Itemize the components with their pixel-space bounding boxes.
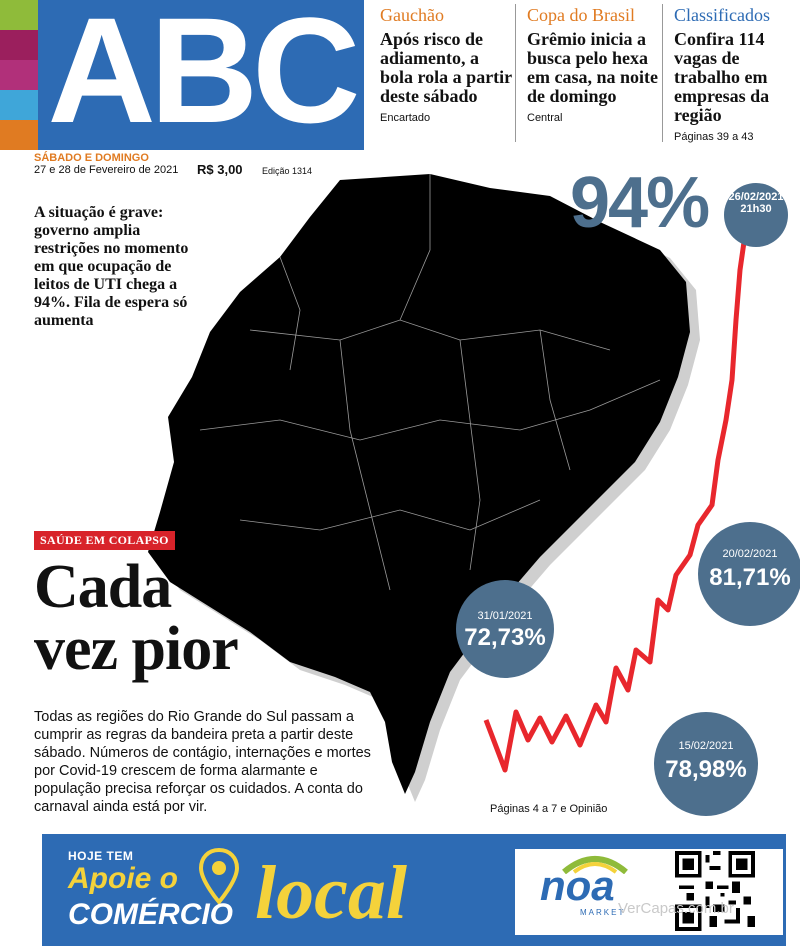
story-kicker: SAÚDE EM COLAPSO bbox=[34, 531, 175, 550]
newspaper-logo[interactable]: ABC bbox=[47, 0, 355, 154]
bubble-time: 21h30 bbox=[740, 203, 772, 215]
divider bbox=[662, 4, 663, 142]
bubble-value: 81,71% bbox=[709, 564, 791, 591]
bubble-0131 bbox=[456, 580, 554, 678]
big-stat: 94% bbox=[570, 163, 709, 243]
ad-line-2: COMÉRCIO bbox=[68, 898, 233, 931]
bubble-value: 78,98% bbox=[665, 756, 747, 783]
teaser-headline: Confira 114 vagas de trabalho em empresas da região bbox=[674, 29, 770, 125]
bubble-0220 bbox=[698, 522, 800, 626]
story-body: Todas as regiões do Rio Grande do Sul passam a cumprir as regras da bandeira preta a partir deste sábado. Números de contágio, internações e mortes por Covid-19 crescem de forma alarmante e população precisa reforçar os cuidados. A conta do carnaval ainda está por vir. bbox=[34, 709, 371, 815]
strip-green bbox=[0, 0, 38, 30]
teaser-footer: Encartado bbox=[380, 112, 431, 124]
date-full: 27 e 28 de Fevereiro de 2021 bbox=[34, 164, 179, 176]
strip-magenta bbox=[0, 60, 38, 90]
teaser-headline: Após risco de adiamento, a bola rola a partir deste sábado bbox=[380, 29, 512, 106]
ad-kicker: HOJE TEM bbox=[68, 849, 134, 863]
teaser-headline: Grêmio inicia a busca pelo hexa em casa, na noite de domingo bbox=[527, 29, 658, 106]
ad-brand-sub: MARKET bbox=[580, 908, 626, 917]
edition: Edição 1314 bbox=[262, 166, 313, 176]
teaser-footer: Páginas 39 a 43 bbox=[674, 131, 754, 143]
lede-text: A situação é grave: governo amplia restrições no momento em que ocupação de leitos de UTI chega a 94%. Fila de espera só aumenta bbox=[34, 204, 189, 329]
teaser-copa[interactable] bbox=[527, 4, 662, 124]
teaser-section: Gauchão bbox=[380, 5, 444, 25]
teaser-section: Classificados bbox=[674, 5, 770, 25]
bubble-date: 15/02/2021 bbox=[678, 740, 734, 752]
headline-line-2: vez pior bbox=[34, 615, 238, 683]
ad-script: local bbox=[255, 851, 407, 935]
strip-orange bbox=[0, 120, 38, 150]
teaser-classificados[interactable] bbox=[674, 4, 794, 143]
watermark: VerCapas.com.br bbox=[618, 900, 734, 917]
teaser-footer: Central bbox=[527, 112, 563, 124]
bubble-date: 26/02/2021 bbox=[728, 191, 784, 203]
strip-wine bbox=[0, 30, 38, 60]
qr-code-icon[interactable] bbox=[675, 851, 755, 931]
price: R$ 3,00 bbox=[197, 162, 243, 177]
story-headline[interactable] bbox=[34, 553, 354, 683]
teaser-gauchao[interactable] bbox=[380, 4, 515, 124]
bubble-date: 20/02/2021 bbox=[722, 548, 778, 560]
date-label: SÁBADO E DOMINGO bbox=[34, 152, 149, 164]
story-pages-ref[interactable]: Páginas 4 a 7 e Opinião bbox=[490, 803, 608, 815]
map-silhouette bbox=[148, 174, 690, 794]
divider bbox=[515, 4, 516, 142]
ad-brand-logo: noa bbox=[540, 862, 615, 909]
bubble-date: 31/01/2021 bbox=[477, 610, 533, 622]
color-strip bbox=[0, 0, 38, 150]
location-pin-icon bbox=[198, 848, 240, 904]
teaser-section: Copa do Brasil bbox=[527, 5, 635, 25]
headline-line-1: Cada bbox=[34, 553, 172, 621]
bubble-0215 bbox=[654, 712, 758, 816]
bubble-0226 bbox=[724, 183, 788, 247]
strip-blue bbox=[0, 90, 38, 120]
bubble-value: 72,73% bbox=[464, 624, 546, 651]
ad-line-1: Apoie o bbox=[68, 862, 178, 895]
